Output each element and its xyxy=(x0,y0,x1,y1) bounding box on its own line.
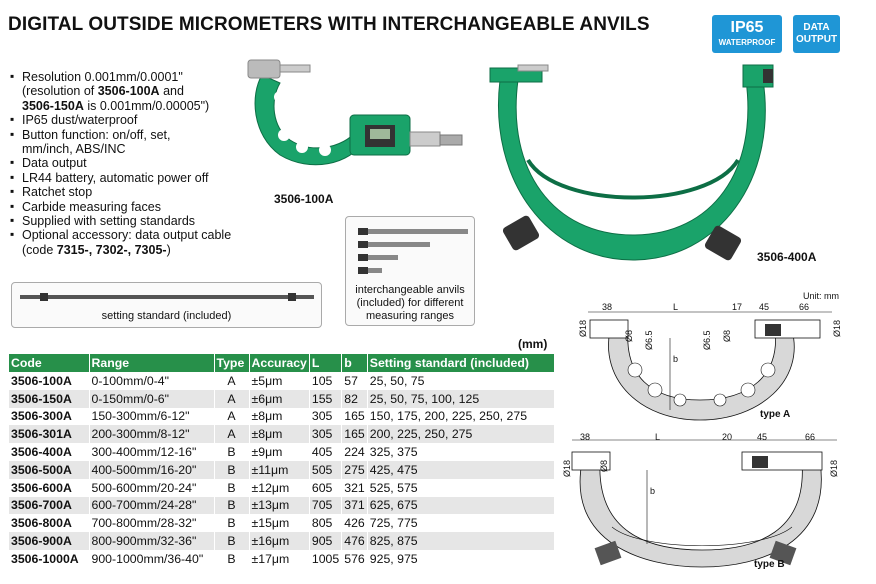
cell-accuracy: ±9μm xyxy=(249,443,309,461)
cell-type: A xyxy=(214,372,249,390)
anvils-caption-line1: interchangeable anvils xyxy=(355,284,465,296)
type-b-label: type B xyxy=(754,559,785,570)
cell-type: B xyxy=(214,443,249,461)
cell-code: 3506-400A xyxy=(9,443,89,461)
cell-b: 576 xyxy=(342,550,368,568)
table-row xyxy=(9,390,554,408)
cell-l: 405 xyxy=(309,443,341,461)
anvils-image xyxy=(354,225,469,280)
cell-l: 1005 xyxy=(309,550,341,568)
col-type: Type xyxy=(214,354,249,372)
table-body xyxy=(9,372,554,568)
type-a-phi18-right: Ø18 xyxy=(832,319,842,337)
micrometer-small-image xyxy=(240,55,470,190)
cell-l: 155 xyxy=(309,390,341,408)
type-a-phi65b: Ø6.5 xyxy=(702,330,712,350)
cell-range: 0-150mm/0-6" xyxy=(89,390,214,408)
type-a-dim-66: 66 xyxy=(799,302,810,312)
feature-data-output: ▪ Data output xyxy=(10,156,245,170)
cell-range: 400-500mm/16-20" xyxy=(89,461,214,479)
type-b-phi18-right: Ø18 xyxy=(829,459,839,477)
cell-accuracy: ±6μm xyxy=(249,390,309,408)
type-b-dim-66: 66 xyxy=(805,432,816,442)
type-a-dim-b: b xyxy=(673,354,679,364)
type-b-dim-20: 20 xyxy=(722,432,733,442)
table-row xyxy=(9,479,554,497)
feature-buttons-2: mm/inch, ABS/INC xyxy=(22,142,126,157)
cell-setting: 200, 225, 250, 275 xyxy=(367,425,554,443)
cell-l: 705 xyxy=(309,497,341,515)
cell-setting: 925, 975 xyxy=(367,550,554,568)
cell-l: 305 xyxy=(309,425,341,443)
ip65-label: IP65 xyxy=(730,19,764,36)
large-model-label: 3506-400A xyxy=(757,250,817,264)
ip65-badge xyxy=(712,15,782,53)
cell-b: 426 xyxy=(342,514,368,532)
cell-b: 224 xyxy=(342,443,368,461)
feature-optional-codes: (code 7315-, 7302-, 7305-) xyxy=(22,242,171,257)
cell-range: 600-700mm/24-28" xyxy=(89,497,214,515)
cell-code: 3506-600A xyxy=(9,479,89,497)
cell-b: 476 xyxy=(342,532,368,550)
cell-b: 321 xyxy=(342,479,368,497)
setting-standard-box xyxy=(11,282,322,328)
spec-table xyxy=(9,354,555,568)
cell-range: 900-1000mm/36-40" xyxy=(89,550,214,568)
cell-type: A xyxy=(214,408,249,426)
cell-code: 3506-500A xyxy=(9,461,89,479)
cell-setting: 725, 775 xyxy=(367,514,554,532)
feature-optional: ▪ Optional accessory: data output cable xyxy=(10,228,245,242)
data-output-badge xyxy=(793,15,840,53)
cell-accuracy: ±13μm xyxy=(249,497,309,515)
micrometer-large-image xyxy=(488,60,778,275)
feature-resolution-note: (resolution of 3506-100A and xyxy=(22,84,184,99)
cell-b: 165 xyxy=(342,425,368,443)
cell-code: 3506-800A xyxy=(9,514,89,532)
cell-accuracy: ±5μm xyxy=(249,372,309,390)
cell-type: A xyxy=(214,390,249,408)
feature-setting-standards: ▪ Supplied with setting standards xyxy=(10,214,245,228)
cell-setting: 150, 175, 200, 225, 250, 275 xyxy=(367,408,554,426)
cell-setting: 825, 875 xyxy=(367,532,554,550)
cell-range: 300-400mm/12-16" xyxy=(89,443,214,461)
feature-buttons: ▪ Button function: on/off, set, xyxy=(10,128,245,142)
cell-accuracy: ±15μm xyxy=(249,514,309,532)
cell-accuracy: ±17μm xyxy=(249,550,309,568)
cell-code: 3506-150A xyxy=(9,390,89,408)
anvils-box xyxy=(345,216,475,326)
col-range: Range xyxy=(89,354,214,372)
cell-range: 0-100mm/0-4" xyxy=(89,372,214,390)
cell-setting: 425, 475 xyxy=(367,461,554,479)
cell-type: B xyxy=(214,550,249,568)
feature-ratchet: ▪ Ratchet stop xyxy=(10,185,245,199)
anvils-caption-line2: (included) for different xyxy=(356,297,464,309)
cell-range: 150-300mm/6-12" xyxy=(89,408,214,426)
col-code: Code xyxy=(9,354,89,372)
type-a-drawing xyxy=(570,300,850,435)
cell-code: 3506-300A xyxy=(9,408,89,426)
table-row xyxy=(9,425,554,443)
cell-range: 800-900mm/32-36" xyxy=(89,532,214,550)
table-row xyxy=(9,461,554,479)
type-a-label: type A xyxy=(760,409,791,420)
page-title: DIGITAL OUTSIDE MICROMETERS WITH INTERCHANGEABLE ANVILS xyxy=(8,14,650,35)
data-label: DATA xyxy=(803,22,830,33)
cell-b: 275 xyxy=(342,461,368,479)
cell-code: 3506-301A xyxy=(9,425,89,443)
cell-type: B xyxy=(214,532,249,550)
cell-setting: 625, 675 xyxy=(367,497,554,515)
type-b-dim-38: 38 xyxy=(580,432,591,442)
setting-standard-caption: setting standard (included) xyxy=(101,310,232,322)
cell-l: 505 xyxy=(309,461,341,479)
feature-list xyxy=(10,70,245,257)
col-setting: Setting standard (included) xyxy=(367,354,554,372)
cell-accuracy: ±8μm xyxy=(249,425,309,443)
col-l: L xyxy=(309,354,341,372)
type-a-dim-38: 38 xyxy=(602,302,613,312)
table-row xyxy=(9,514,554,532)
cell-accuracy: ±16μm xyxy=(249,532,309,550)
cell-type: B xyxy=(214,479,249,497)
cell-l: 305 xyxy=(309,408,341,426)
feature-ip65: ▪ IP65 dust/waterproof xyxy=(10,113,245,127)
type-a-phi8a: Ø8 xyxy=(624,329,634,342)
cell-b: 165 xyxy=(342,408,368,426)
cell-l: 905 xyxy=(309,532,341,550)
table-header-row xyxy=(9,354,554,372)
type-a-dim-l: L xyxy=(673,302,679,312)
anvils-caption xyxy=(346,284,474,323)
type-a-dim-45: 45 xyxy=(759,302,770,312)
table-row xyxy=(9,408,554,426)
col-b: b xyxy=(342,354,368,372)
feature-carbide: ▪ Carbide measuring faces xyxy=(10,200,245,214)
cell-code: 3506-900A xyxy=(9,532,89,550)
type-b-drawing xyxy=(562,432,852,572)
type-a-phi8b: Ø8 xyxy=(722,329,732,342)
anvils-caption-line3: measuring ranges xyxy=(365,310,455,322)
table-row xyxy=(9,443,554,461)
cell-accuracy: ±8μm xyxy=(249,408,309,426)
cell-type: B xyxy=(214,461,249,479)
type-b-dim-l: L xyxy=(655,432,661,442)
unit-note: Unit: mm xyxy=(803,291,839,301)
cell-code: 3506-100A xyxy=(9,372,89,390)
table-row xyxy=(9,532,554,550)
cell-type: B xyxy=(214,497,249,515)
cell-setting: 25, 50, 75 xyxy=(367,372,554,390)
table-row xyxy=(9,372,554,390)
setting-rod-image xyxy=(20,292,314,302)
cell-l: 105 xyxy=(309,372,341,390)
type-b-phi8: Ø8 xyxy=(599,459,609,472)
cell-range: 700-800mm/28-32" xyxy=(89,514,214,532)
cell-range: 200-300mm/8-12" xyxy=(89,425,214,443)
cell-accuracy: ±12μm xyxy=(249,479,309,497)
type-a-phi65a: Ø6.5 xyxy=(644,330,654,350)
feature-resolution: ▪ Resolution 0.001mm/0.0001" xyxy=(10,70,245,84)
small-model-label: 3506-100A xyxy=(274,192,334,206)
cell-setting: 525, 575 xyxy=(367,479,554,497)
cell-code: 3506-700A xyxy=(9,497,89,515)
output-label: OUTPUT xyxy=(795,34,838,45)
cell-b: 57 xyxy=(342,372,368,390)
cell-l: 605 xyxy=(309,479,341,497)
type-b-dim-45: 45 xyxy=(757,432,768,442)
cell-setting: 325, 375 xyxy=(367,443,554,461)
type-a-dim-17: 17 xyxy=(732,302,743,312)
table-unit: (mm) xyxy=(518,337,548,351)
cell-setting: 25, 50, 75, 100, 125 xyxy=(367,390,554,408)
type-b-dim-b: b xyxy=(650,486,656,496)
cell-code: 3506-1000A xyxy=(9,550,89,568)
table-row xyxy=(9,497,554,515)
type-b-phi18-left: Ø18 xyxy=(562,459,572,477)
cell-type: A xyxy=(214,425,249,443)
cell-accuracy: ±11μm xyxy=(249,461,309,479)
type-a-phi18-left: Ø18 xyxy=(578,319,588,337)
feature-battery: ▪ LR44 battery, automatic power off xyxy=(10,171,245,185)
cell-type: B xyxy=(214,514,249,532)
waterproof-label: WATERPROOF xyxy=(718,38,776,47)
cell-b: 82 xyxy=(342,390,368,408)
table-row xyxy=(9,550,554,568)
cell-b: 371 xyxy=(342,497,368,515)
cell-l: 805 xyxy=(309,514,341,532)
cell-range: 500-600mm/20-24" xyxy=(89,479,214,497)
feature-resolution-note-2: 3506-150A is 0.001mm/0.00005") xyxy=(22,98,210,113)
col-accuracy: Accuracy xyxy=(249,354,309,372)
